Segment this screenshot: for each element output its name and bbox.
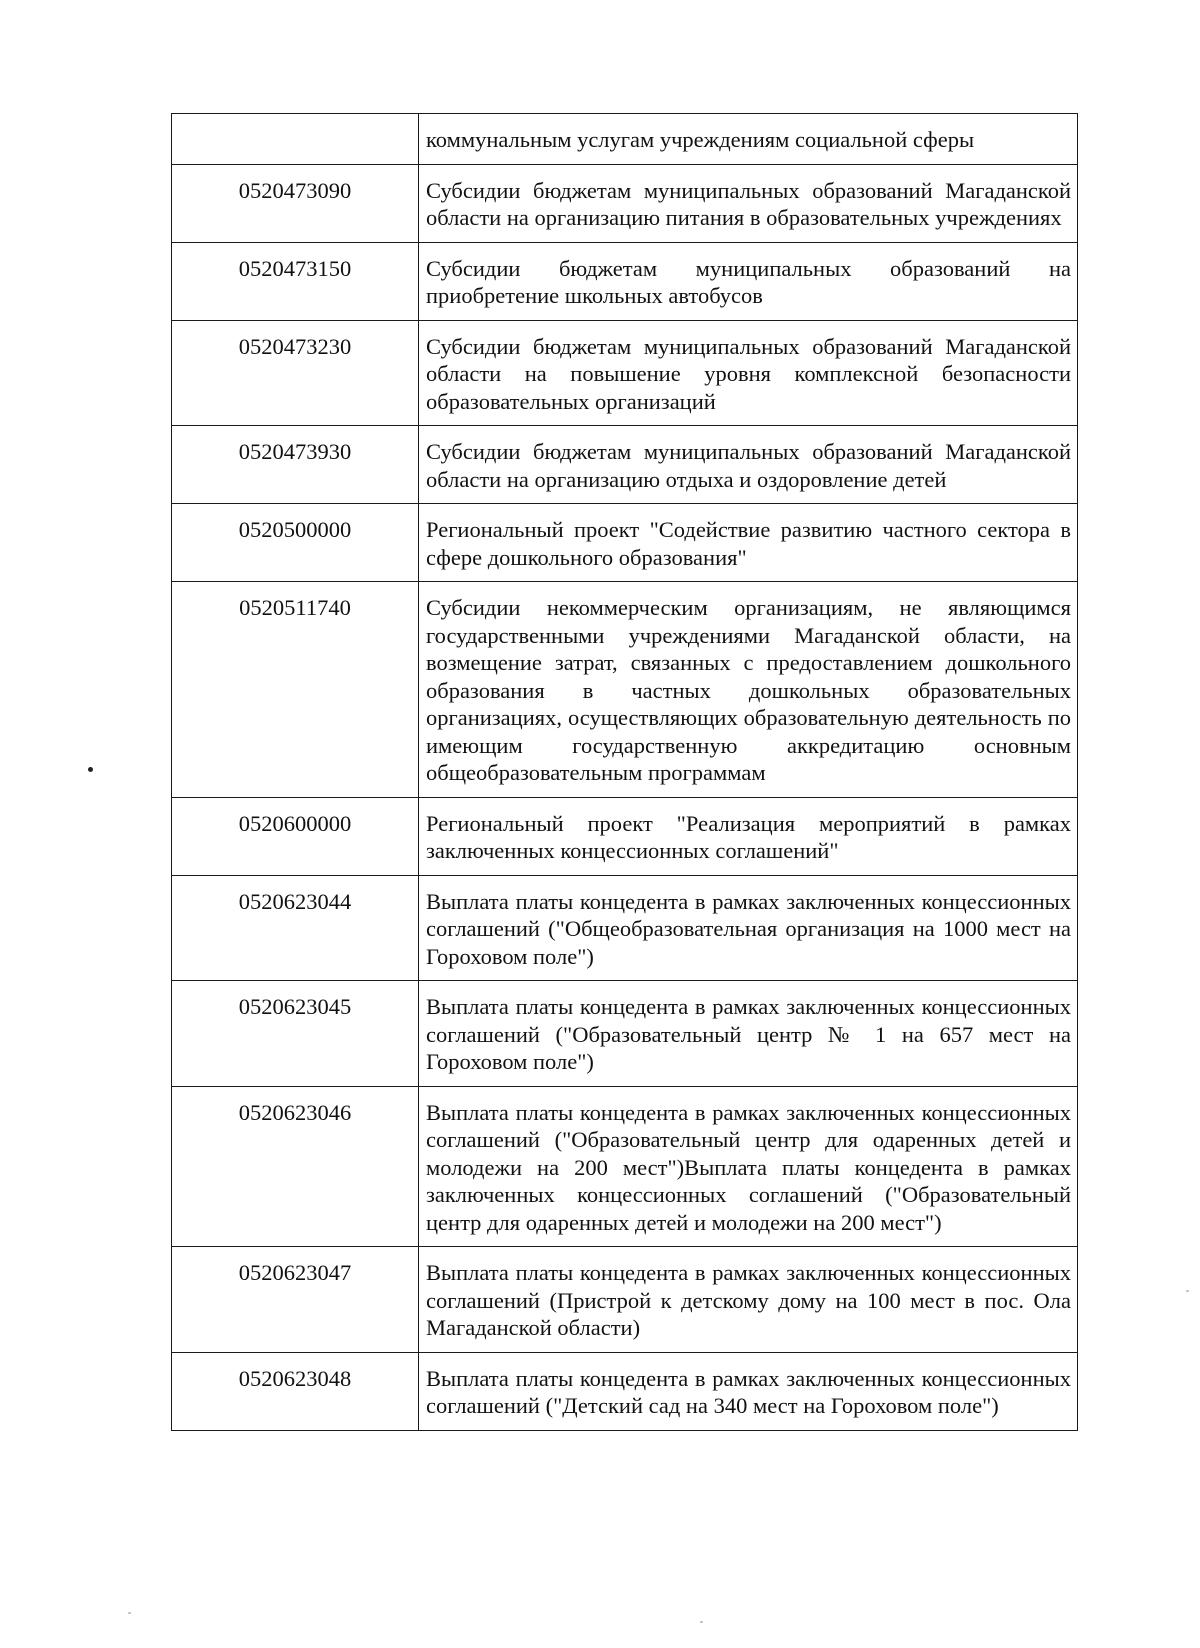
code-cell: 0520473150: [172, 242, 419, 320]
code-cell: 0520600000: [172, 797, 419, 875]
table-row: [172, 1086, 1078, 1247]
code-cell: 0520623045: [172, 981, 419, 1087]
table-row: [172, 1352, 1078, 1430]
description-cell: Субсидии некоммерческим организациям, не являющимся государственными учреждениями Магаданской области, на возмещение затрат, связанных с предоставлением дошкольного образования в частных дошкольных образовательных организациях, осуществляющих образовательную деятельность по имеющим государственную аккредитацию основным общеобразовательным программам: [419, 582, 1078, 798]
table-row: [172, 114, 1078, 165]
table-row: [172, 242, 1078, 320]
description-cell: Субсидии бюджетам муниципальных образований Магаданской области на повышение уровня комплексной безопасности образовательных организаций: [419, 320, 1078, 426]
scan-speck: [128, 1612, 131, 1614]
code-cell: 0520473230: [172, 320, 419, 426]
description-cell: Региональный проект "Содействие развитию частного сектора в сфере дошкольного образования": [419, 504, 1078, 582]
description-cell: Выплата платы концедента в рамках заключенных концессионных соглашений ("Общеобразовательная организация на 1000 мест на Гороховом поле"): [419, 875, 1078, 981]
description-cell: коммунальным услугам учреждениям социальной сферы: [419, 114, 1078, 165]
description-cell: Выплата платы концедента в рамках заключенных концессионных соглашений ("Образовательный центр для одаренных детей и молодежи на 200 мест")Выплата платы концедента в рамках заключенных концессионных соглашений ("Образовательный центр для одаренных детей и молодежи на 200 мест"): [419, 1086, 1078, 1247]
stray-mark: [88, 767, 93, 772]
code-cell: 0520623046: [172, 1086, 419, 1247]
code-cell: 0520473090: [172, 164, 419, 242]
description-cell: Выплата платы концедента в рамках заключенных концессионных соглашений ("Детский сад на 340 мест на Гороховом поле"): [419, 1352, 1078, 1430]
code-cell: 0520500000: [172, 504, 419, 582]
description-cell: Субсидии бюджетам муниципальных образований Магаданской области на организацию отдыха и оздоровление детей: [419, 426, 1078, 504]
description-cell: Субсидии бюджетам муниципальных образований на приобретение школьных автобусов: [419, 242, 1078, 320]
table-row: [172, 875, 1078, 981]
table-row: [172, 504, 1078, 582]
code-cell: 0520623044: [172, 875, 419, 981]
table-row: [172, 797, 1078, 875]
code-cell: 0520511740: [172, 582, 419, 798]
table-row: [172, 1247, 1078, 1353]
code-cell: 0520623047: [172, 1247, 419, 1353]
description-cell: Выплата платы концедента в рамках заключенных концессионных соглашений (Пристрой к детскому дому на 100 мест в пос. Ола Магаданской области): [419, 1247, 1078, 1353]
code-cell: [172, 114, 419, 165]
description-cell: Выплата платы концедента в рамках заключенных концессионных соглашений ("Образовательный центр № 1 на 657 мест на Гороховом поле"): [419, 981, 1078, 1087]
scan-speck: [1186, 1290, 1189, 1292]
table-row: [172, 320, 1078, 426]
code-cell: 0520623048: [172, 1352, 419, 1430]
table-row: [172, 981, 1078, 1087]
table-row: [172, 582, 1078, 798]
code-cell: 0520473930: [172, 426, 419, 504]
scan-speck: [700, 1621, 703, 1623]
description-cell: Региональный проект "Реализация мероприятий в рамках заключенных концессионных соглашений": [419, 797, 1078, 875]
table-row: [172, 164, 1078, 242]
description-cell: Субсидии бюджетам муниципальных образований Магаданской области на организацию питания в образовательных учреждениях: [419, 164, 1078, 242]
budget-codes-table: [171, 113, 1078, 1431]
table-row: [172, 426, 1078, 504]
